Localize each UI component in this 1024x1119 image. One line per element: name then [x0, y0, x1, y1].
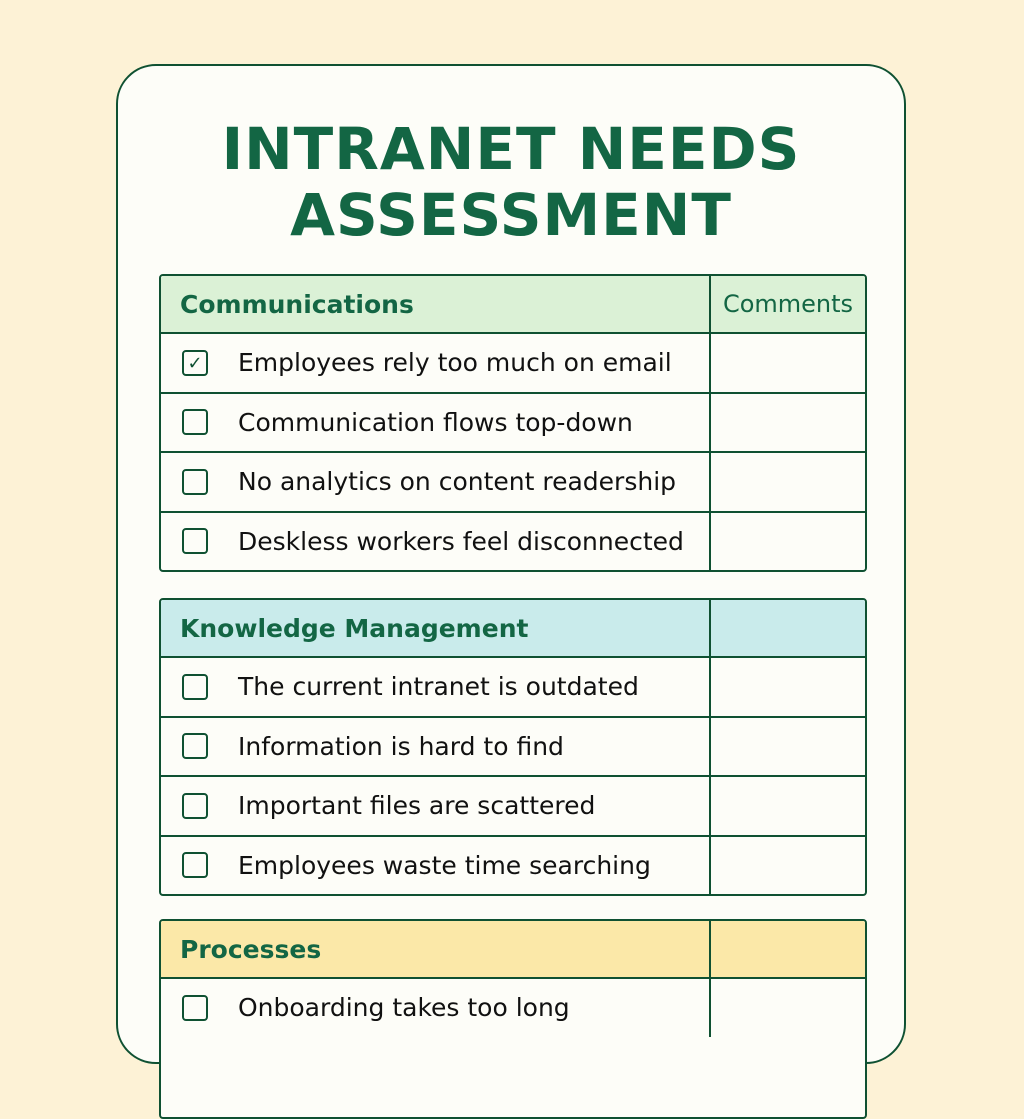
checkbox-icon[interactable] — [182, 674, 208, 700]
checklist-row — [161, 656, 865, 716]
comment-cell[interactable] — [711, 837, 865, 895]
checklist-row — [161, 392, 865, 452]
comment-cell[interactable] — [711, 718, 865, 776]
item-label: Onboarding takes too long — [238, 993, 570, 1023]
checkbox-checked-icon[interactable]: ✓ — [182, 350, 208, 376]
checkbox-icon[interactable] — [182, 733, 208, 759]
checklist-row — [161, 716, 865, 776]
item-label: Information is hard to find — [238, 731, 564, 761]
item-label: Deskless workers feel disconnected — [238, 526, 684, 556]
item-label: No analytics on content readership — [238, 467, 677, 497]
checkbox-icon[interactable] — [182, 409, 208, 435]
item-label: The current intranet is outdated — [238, 672, 639, 702]
comment-cell[interactable] — [711, 658, 865, 716]
comment-cell[interactable] — [711, 979, 865, 1037]
checklist-row — [161, 511, 865, 571]
section-header — [161, 921, 865, 977]
checklist-row — [161, 332, 865, 392]
checkbox-icon[interactable] — [182, 528, 208, 554]
section-title: Communications — [180, 289, 414, 319]
checklist-row — [161, 451, 865, 511]
section-title: Knowledge Management — [180, 613, 529, 643]
comment-cell[interactable] — [711, 334, 865, 392]
item-label: Employees rely too much on email — [238, 348, 672, 378]
comment-cell[interactable] — [711, 777, 865, 835]
title-line-2: ASSESSMENT — [290, 181, 732, 249]
page-title — [118, 116, 904, 248]
comments-column-header: Comments — [722, 290, 854, 318]
item-label: Employees waste time searching — [238, 850, 651, 880]
checklist-row — [161, 835, 865, 895]
checklist-row — [161, 977, 865, 1037]
title-line-1: INTRANET NEEDS — [221, 115, 801, 183]
checklist-row — [161, 775, 865, 835]
checkbox-icon[interactable] — [182, 995, 208, 1021]
checkbox-icon[interactable] — [182, 793, 208, 819]
section-communications — [159, 274, 867, 572]
item-label: Communication flows top-down — [238, 407, 633, 437]
comment-cell[interactable] — [711, 513, 865, 571]
section-processes — [159, 919, 867, 1119]
comment-cell[interactable] — [711, 394, 865, 452]
section-title: Processes — [180, 934, 322, 964]
checkbox-icon[interactable] — [182, 469, 208, 495]
assessment-card — [116, 64, 906, 1064]
section-knowledge-management — [159, 598, 867, 896]
comment-cell[interactable] — [711, 453, 865, 511]
section-header — [161, 276, 865, 332]
checkbox-icon[interactable] — [182, 852, 208, 878]
item-label: Important files are scattered — [238, 791, 596, 821]
section-header — [161, 600, 865, 656]
